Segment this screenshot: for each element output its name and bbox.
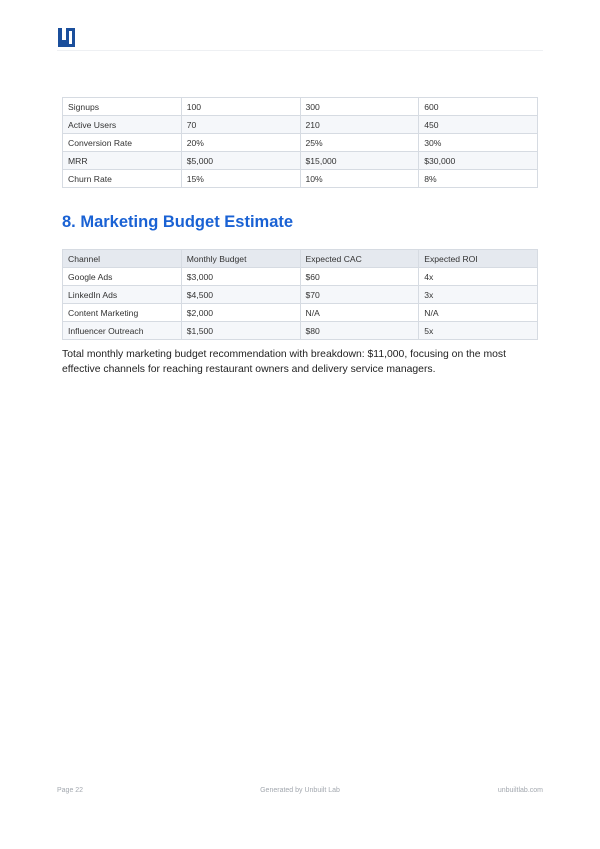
table-cell: 210 bbox=[300, 116, 419, 134]
table-cell: $70 bbox=[300, 286, 419, 304]
table-cell: MRR bbox=[63, 152, 182, 170]
table-row bbox=[63, 152, 538, 170]
column-header: Expected CAC bbox=[300, 250, 419, 268]
table-cell: Content Marketing bbox=[63, 304, 182, 322]
table-cell: 4x bbox=[419, 268, 538, 286]
table-cell: 10% bbox=[300, 170, 419, 188]
footer-generated-by: Generated by Unbuilt Lab bbox=[260, 787, 340, 794]
table-row bbox=[63, 170, 538, 188]
table-cell: $5,000 bbox=[181, 152, 300, 170]
table-cell: 300 bbox=[300, 98, 419, 116]
footer-site: unbuiltlab.com bbox=[497, 787, 543, 794]
column-header: Expected ROI bbox=[419, 250, 538, 268]
table-row bbox=[63, 286, 538, 304]
table-cell: Conversion Rate bbox=[63, 134, 182, 152]
table-cell: $3,000 bbox=[181, 268, 300, 286]
table-cell: $1,500 bbox=[181, 322, 300, 340]
table-header-row bbox=[63, 250, 538, 268]
table-cell: Google Ads bbox=[63, 268, 182, 286]
table-cell: 100 bbox=[181, 98, 300, 116]
table-cell: 20% bbox=[181, 134, 300, 152]
table-cell: $4,500 bbox=[181, 286, 300, 304]
table-cell: LinkedIn Ads bbox=[63, 286, 182, 304]
table-cell: $15,000 bbox=[300, 152, 419, 170]
table-cell: $60 bbox=[300, 268, 419, 286]
metrics-table bbox=[62, 97, 538, 188]
table-row bbox=[63, 98, 538, 116]
marketing-budget-table bbox=[62, 249, 538, 340]
column-header: Channel bbox=[63, 250, 182, 268]
table-cell: 5x bbox=[419, 322, 538, 340]
table-cell: Influencer Outreach bbox=[63, 322, 182, 340]
table-cell: $30,000 bbox=[419, 152, 538, 170]
table-cell: 15% bbox=[181, 170, 300, 188]
table-cell: 25% bbox=[300, 134, 419, 152]
column-header: Monthly Budget bbox=[181, 250, 300, 268]
table-cell: N/A bbox=[419, 304, 538, 322]
table-cell: 3x bbox=[419, 286, 538, 304]
table-cell: 30% bbox=[419, 134, 538, 152]
header-divider bbox=[57, 50, 543, 51]
table-cell: 8% bbox=[419, 170, 538, 188]
table-row bbox=[63, 304, 538, 322]
section-heading: 8. Marketing Budget Estimate bbox=[62, 213, 294, 231]
page-number: Page 22 bbox=[57, 787, 84, 794]
table-row bbox=[63, 134, 538, 152]
table-cell: $80 bbox=[300, 322, 419, 340]
table-cell: Churn Rate bbox=[63, 170, 182, 188]
table-cell: Signups bbox=[63, 98, 182, 116]
table-row bbox=[63, 322, 538, 340]
table-cell: 450 bbox=[419, 116, 538, 134]
table-cell: N/A bbox=[300, 304, 419, 322]
table-cell: Active Users bbox=[63, 116, 182, 134]
table-cell: $2,000 bbox=[181, 304, 300, 322]
unbuilt-lab-logo-icon bbox=[57, 27, 76, 48]
budget-summary-paragraph: Total monthly marketing budget recommendation with breakdown: $11,000, focusing on the most effective channels for reaching restaurant owners and delivery service managers. bbox=[62, 349, 506, 375]
table-cell: 70 bbox=[181, 116, 300, 134]
table-row bbox=[63, 116, 538, 134]
table-row bbox=[63, 268, 538, 286]
table-cell: 600 bbox=[419, 98, 538, 116]
